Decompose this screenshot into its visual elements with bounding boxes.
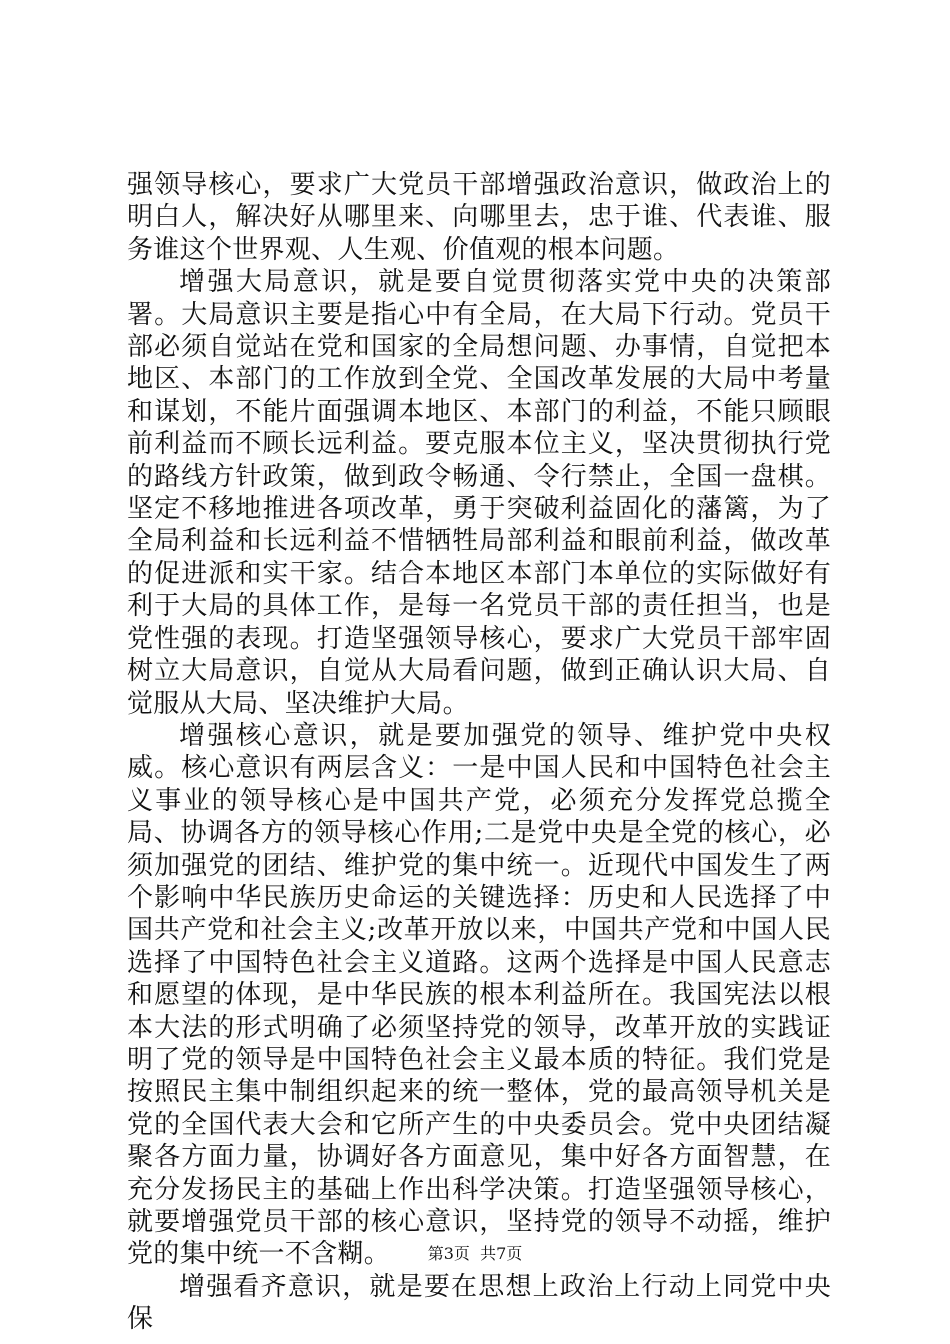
paragraph-core-awareness: 增强核心意识，就是要加强党的领导、维护党中央权威。核心意识有两层含义：一是中国人民和中国特色社会主义事业的领导核心是中国共产党，必须充分发挥党总揽全局、协调各方的领导核心作用;二是党中央是全党的核心，必须加强党的团结、维护党的集中统一。近现代中国发生了两个影响中华民族历史命运的关键选择：历史和人民选择了中国共产党和社会主义;改革开放以来，中国共产党和中国人民选择了中国特色社会主义道路。这两个选择是中国人民意志和愿望的体现，是中华民族的根本利益所在。我国宪法以根本大法的形式明确了必须坚持党的领导，改革开放的实践证明了党的领导是中国特色社会主义最本质的特征。我们党是按照民主集中制组织起来的统一整体，党的最高领导机关是党的全国代表大会和它所产生的中央委员会。党中央团结凝聚各方面力量，协调好各方面意见，集中好各方面智慧，在充分发扬民主的基础上作出科学决策。打造坚强领导核心，就要增强党员干部的核心意识，坚持党的领导不动摇，维护党的集中统一不含糊。 <box>127 720 831 1270</box>
page-footer <box>0 1244 950 1264</box>
page-number: 第3页 <box>427 1244 470 1263</box>
page-total: 共7页 <box>480 1244 523 1263</box>
paragraph-continuation: 强领导核心，要求广大党员干部增强政治意识，做政治上的明白人，解决好从哪里来、向哪里去，忠于谁、代表谁、服务谁这个世界观、人生观、价值观的根本问题。 <box>127 170 831 265</box>
document-body <box>127 169 831 1336</box>
paragraph-overall-awareness: 增强大局意识，就是要自觉贯彻落实党中央的决策部署。大局意识主要是指心中有全局，在大局下行动。党员干部必须自觉站在党和国家的全局想问题、办事情，自觉把本地区、本部门的工作放到全党、全国改革发展的大局中考量和谋划，不能片面强调本地区、本部门的利益，不能只顾眼前利益而不顾长远利益。要克服本位主义，坚决贯彻执行党的路线方针政策，做到政令畅通、令行禁止，全国一盘棋。坚定不移地推进各项改革，勇于突破利益固化的藩篱，为了全局利益和长远利益不惜牺牲局部利益和眼前利益，做改革的促进派和实干家。结合本地区本部门本单位的实际做好有利于大局的具体工作，是每一名党员干部的责任担当，也是党性强的表现。打造坚强领导核心，要求广大党员干部牢固树立大局意识，自觉从大局看问题，做到正确认识大局、自觉服从大局、坚决维护大局。 <box>127 267 831 719</box>
paragraph-alignment-awareness: 增强看齐意识，就是要在思想上政治上行动上同党中央保 <box>127 1271 831 1335</box>
footer-separator <box>470 1244 480 1263</box>
